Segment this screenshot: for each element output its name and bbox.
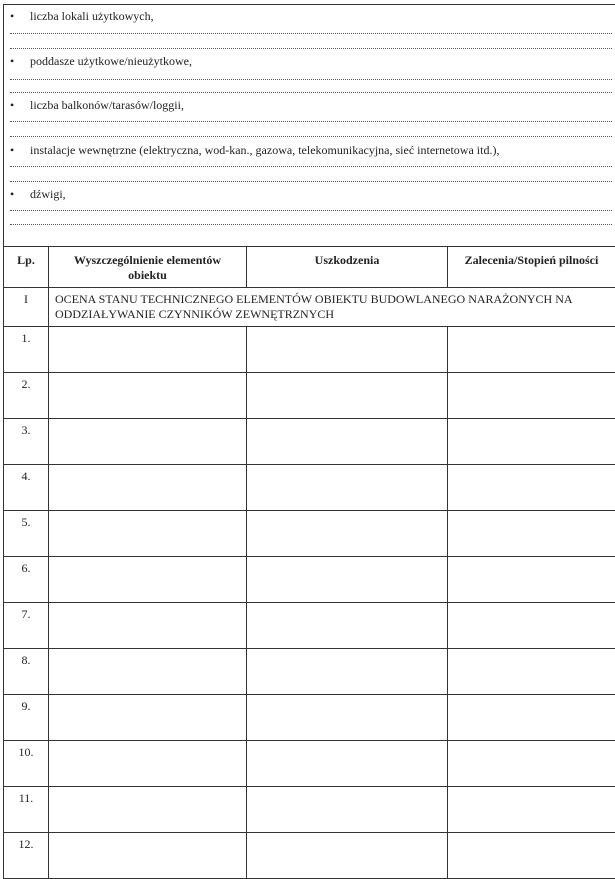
- table-row: [4, 603, 615, 649]
- row-number: 8.: [4, 649, 49, 695]
- damage-cell[interactable]: [247, 603, 448, 649]
- row-number: 6.: [4, 557, 49, 603]
- header-lp: Lp.: [4, 247, 49, 288]
- table-row: [4, 833, 615, 879]
- row-number: 5.: [4, 511, 49, 557]
- recommendations-cell[interactable]: [448, 373, 615, 419]
- fill-line[interactable]: [10, 224, 612, 225]
- damage-cell[interactable]: [247, 649, 448, 695]
- row-number: 11.: [4, 787, 49, 833]
- row-number: 1.: [4, 327, 49, 373]
- recommendations-cell[interactable]: [448, 649, 615, 695]
- header-damage: Uszkodzenia: [247, 247, 448, 288]
- table-row: [4, 787, 615, 833]
- header-recommendations: Zalecenia/Stopień pilności: [448, 247, 615, 288]
- elements-cell[interactable]: [49, 695, 247, 741]
- bullet-text: dźwigi,: [30, 187, 66, 201]
- damage-cell[interactable]: [247, 787, 448, 833]
- recommendations-cell[interactable]: [448, 741, 615, 787]
- row-number: 10.: [4, 741, 49, 787]
- damage-cell[interactable]: [247, 741, 448, 787]
- recommendations-cell[interactable]: [448, 465, 615, 511]
- fill-line[interactable]: [10, 166, 612, 167]
- elements-cell[interactable]: [49, 465, 247, 511]
- row-number: 2.: [4, 373, 49, 419]
- row-number: 4.: [4, 465, 49, 511]
- row-number: 3.: [4, 419, 49, 465]
- recommendations-cell[interactable]: [448, 327, 615, 373]
- fill-line[interactable]: [10, 181, 612, 182]
- table-row: [4, 511, 615, 557]
- recommendations-cell[interactable]: [448, 557, 615, 603]
- header-elements: Wyszczególnienie elementów obiektu: [49, 247, 247, 288]
- bullet-text: liczba balkonów/tarasów/loggii,: [30, 98, 184, 112]
- section-lp: I: [4, 288, 49, 327]
- table-row: [4, 741, 615, 787]
- elements-cell[interactable]: [49, 557, 247, 603]
- damage-cell[interactable]: [247, 465, 448, 511]
- recommendations-cell[interactable]: [448, 833, 615, 879]
- row-number: 12.: [4, 833, 49, 879]
- table-row: [4, 695, 615, 741]
- recommendations-cell[interactable]: [448, 695, 615, 741]
- section-title: OCENA STANU TECHNICZNEGO ELEMENTÓW OBIEKTU BUDOWLANEGO NARAŻONYCH NA ODDZIAŁYWANIE CZYNNIKÓW ZEWNĘTRZNYCH: [49, 288, 615, 327]
- damage-cell[interactable]: [247, 327, 448, 373]
- inspection-table: [3, 246, 615, 879]
- recommendations-cell[interactable]: [448, 419, 615, 465]
- recommendations-cell[interactable]: [448, 787, 615, 833]
- table-row: [4, 557, 615, 603]
- row-number: 7.: [4, 603, 49, 649]
- damage-cell[interactable]: [247, 373, 448, 419]
- elements-cell[interactable]: [49, 741, 247, 787]
- damage-cell[interactable]: [247, 557, 448, 603]
- fill-line[interactable]: [10, 79, 612, 80]
- table-row: [4, 465, 615, 511]
- section-row: [4, 288, 615, 327]
- row-number: 9.: [4, 695, 49, 741]
- elements-cell[interactable]: [49, 649, 247, 695]
- elements-cell[interactable]: [49, 833, 247, 879]
- fill-line[interactable]: [10, 48, 612, 49]
- recommendations-cell[interactable]: [448, 511, 615, 557]
- table-header: [4, 247, 615, 288]
- elements-cell[interactable]: [49, 787, 247, 833]
- fill-line[interactable]: [10, 136, 612, 137]
- damage-cell[interactable]: [247, 695, 448, 741]
- elements-cell[interactable]: [49, 373, 247, 419]
- damage-cell[interactable]: [247, 419, 448, 465]
- fill-line[interactable]: [10, 210, 612, 211]
- fill-line[interactable]: [10, 121, 612, 122]
- fill-line[interactable]: [10, 92, 612, 93]
- table-row: [4, 373, 615, 419]
- recommendations-cell[interactable]: [448, 603, 615, 649]
- damage-cell[interactable]: [247, 511, 448, 557]
- table-row: [4, 327, 615, 373]
- bullet-text: instalacje wewnętrzne (elektryczna, wod-kan., gazowa, telekomunikacyjna, sieć internetowa itd.),: [30, 143, 499, 157]
- elements-cell[interactable]: [49, 419, 247, 465]
- table-row: [4, 419, 615, 465]
- elements-cell[interactable]: [49, 327, 247, 373]
- damage-cell[interactable]: [247, 833, 448, 879]
- fill-line[interactable]: [10, 33, 612, 34]
- bullet-text: liczba lokali użytkowych,: [30, 9, 154, 23]
- table-row: [4, 649, 615, 695]
- bullet-text: poddasze użytkowe/nieużytkowe,: [30, 54, 192, 68]
- elements-cell[interactable]: [49, 603, 247, 649]
- elements-cell[interactable]: [49, 511, 247, 557]
